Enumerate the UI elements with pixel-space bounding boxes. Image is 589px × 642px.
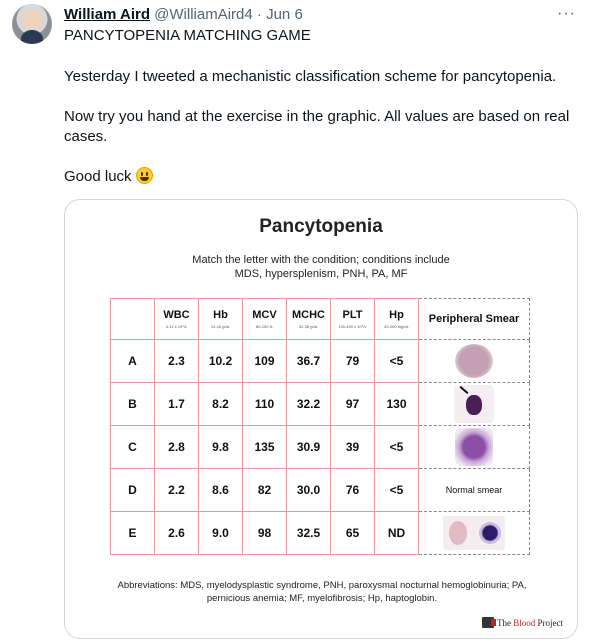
cell-wbc: 2.8 xyxy=(155,426,199,469)
separator-dot: · xyxy=(256,6,262,23)
cell-mcv: 110 xyxy=(243,383,287,426)
abbreviations-line-2: pernicious anemia; MF, myelofibrosis; Hp, haptoglobin. xyxy=(206,593,438,604)
cell-plt: 79 xyxy=(331,340,375,383)
smear-cell-normal: Normal smear xyxy=(419,469,530,512)
header-mcv: MCV 80-100 fL xyxy=(243,299,287,340)
graphic-subtitle xyxy=(65,253,577,281)
good-luck-text: Good luck xyxy=(64,168,132,185)
cell-mcv: 98 xyxy=(243,512,287,555)
header-plt: PLT 150-450 x 10⁹/L xyxy=(331,299,375,340)
cell-hb: 10.2 xyxy=(199,340,243,383)
table-row xyxy=(111,426,530,469)
cell-plt: 39 xyxy=(331,426,375,469)
author-name[interactable]: William Aird xyxy=(64,6,150,23)
cell-wbc: 2.3 xyxy=(155,340,199,383)
header-hp: Hp 40-200 mg/dL xyxy=(375,299,419,340)
smear-image-e xyxy=(443,516,505,550)
cell-hp: <5 xyxy=(375,426,419,469)
smear-image-b xyxy=(454,385,494,423)
cell-hb: 8.2 xyxy=(199,383,243,426)
header-peripheral-smear: Peripheral Smear xyxy=(419,299,530,340)
tweet-date[interactable]: Jun 6 xyxy=(266,6,303,23)
header-hb: Hb 12-16 g/dL xyxy=(199,299,243,340)
smear-cell xyxy=(419,383,530,426)
cell-mcv: 109 xyxy=(243,340,287,383)
tweet-paragraph-4 xyxy=(64,167,153,187)
header-wbc: WBC 4-11 x 10⁹/L xyxy=(155,299,199,340)
range-wbc: 4-11 x 10⁹/L xyxy=(165,323,188,329)
lab-values-table xyxy=(110,298,530,555)
cell-hb: 8.6 xyxy=(199,469,243,512)
attached-image[interactable] xyxy=(64,199,578,639)
row-letter: A xyxy=(111,340,155,383)
smear-image-a xyxy=(455,344,493,378)
row-letter: C xyxy=(111,426,155,469)
brand-logo: The Blood Project xyxy=(482,617,563,628)
tweet-header xyxy=(64,5,303,25)
table-row xyxy=(111,469,530,512)
row-letter: B xyxy=(111,383,155,426)
cell-hp: <5 xyxy=(375,340,419,383)
grinning-face-icon xyxy=(136,167,153,184)
row-letter: D xyxy=(111,469,155,512)
cell-wbc: 2.2 xyxy=(155,469,199,512)
table-row xyxy=(111,340,530,383)
tweet-paragraph-1: PANCYTOPENIA MATCHING GAME xyxy=(64,27,311,44)
abbreviations-note xyxy=(85,579,559,605)
range-mchc: 32-36 g/dL xyxy=(298,323,319,329)
table-row xyxy=(111,383,530,426)
cell-mchc: 32.5 xyxy=(287,512,331,555)
range-hp: 40-200 mg/dL xyxy=(384,323,409,329)
cell-wbc: 1.7 xyxy=(155,383,199,426)
graphic-title: Pancytopenia xyxy=(259,216,383,237)
table-row xyxy=(111,512,530,555)
header-mchc: MCHC 32-36 g/dL xyxy=(287,299,331,340)
range-hb: 12-16 g/dL xyxy=(210,323,231,329)
cell-mcv: 135 xyxy=(243,426,287,469)
header-empty xyxy=(111,299,155,340)
cell-mcv: 82 xyxy=(243,469,287,512)
cell-mchc: 30.0 xyxy=(287,469,331,512)
cell-hp: ND xyxy=(375,512,419,555)
tweet-paragraph-2: Yesterday I tweeted a mechanistic classification scheme for pancytopenia. xyxy=(64,68,557,85)
cell-wbc: 2.6 xyxy=(155,512,199,555)
cell-plt: 97 xyxy=(331,383,375,426)
subtitle-line-1: Match the letter with the condition; conditions include xyxy=(192,254,450,266)
cell-plt: 76 xyxy=(331,469,375,512)
book-icon xyxy=(482,617,494,628)
author-avatar[interactable] xyxy=(12,4,52,44)
cell-mchc: 30.9 xyxy=(287,426,331,469)
smear-image-c xyxy=(455,428,493,466)
smear-cell xyxy=(419,512,530,555)
cell-hb: 9.8 xyxy=(199,426,243,469)
tweet-paragraph-3: Now try you hand at the exercise in the graphic. All values are based on real cases. xyxy=(64,108,570,145)
abbreviations-line-1: Abbreviations: MDS, myelodysplastic syndrome, PNH, paroxysmal nocturnal hemoglobinuria; PA, xyxy=(117,580,527,591)
more-horizontal-icon[interactable]: ··· xyxy=(557,5,576,22)
cell-mchc: 36.7 xyxy=(287,340,331,383)
table-header-row xyxy=(111,299,530,340)
smear-cell xyxy=(419,426,530,469)
subtitle-line-2: MDS, hypersplenism, PNH, PA, MF xyxy=(234,268,408,280)
cell-mchc: 32.2 xyxy=(287,383,331,426)
cell-hp: 130 xyxy=(375,383,419,426)
cell-hb: 9.0 xyxy=(199,512,243,555)
cell-plt: 65 xyxy=(331,512,375,555)
range-mcv: 80-100 fL xyxy=(256,323,273,329)
smear-cell xyxy=(419,340,530,383)
row-letter: E xyxy=(111,512,155,555)
range-plt: 150-450 x 10⁹/L xyxy=(338,323,367,329)
author-handle[interactable]: @WilliamAird4 xyxy=(154,6,253,23)
cell-hp: <5 xyxy=(375,469,419,512)
